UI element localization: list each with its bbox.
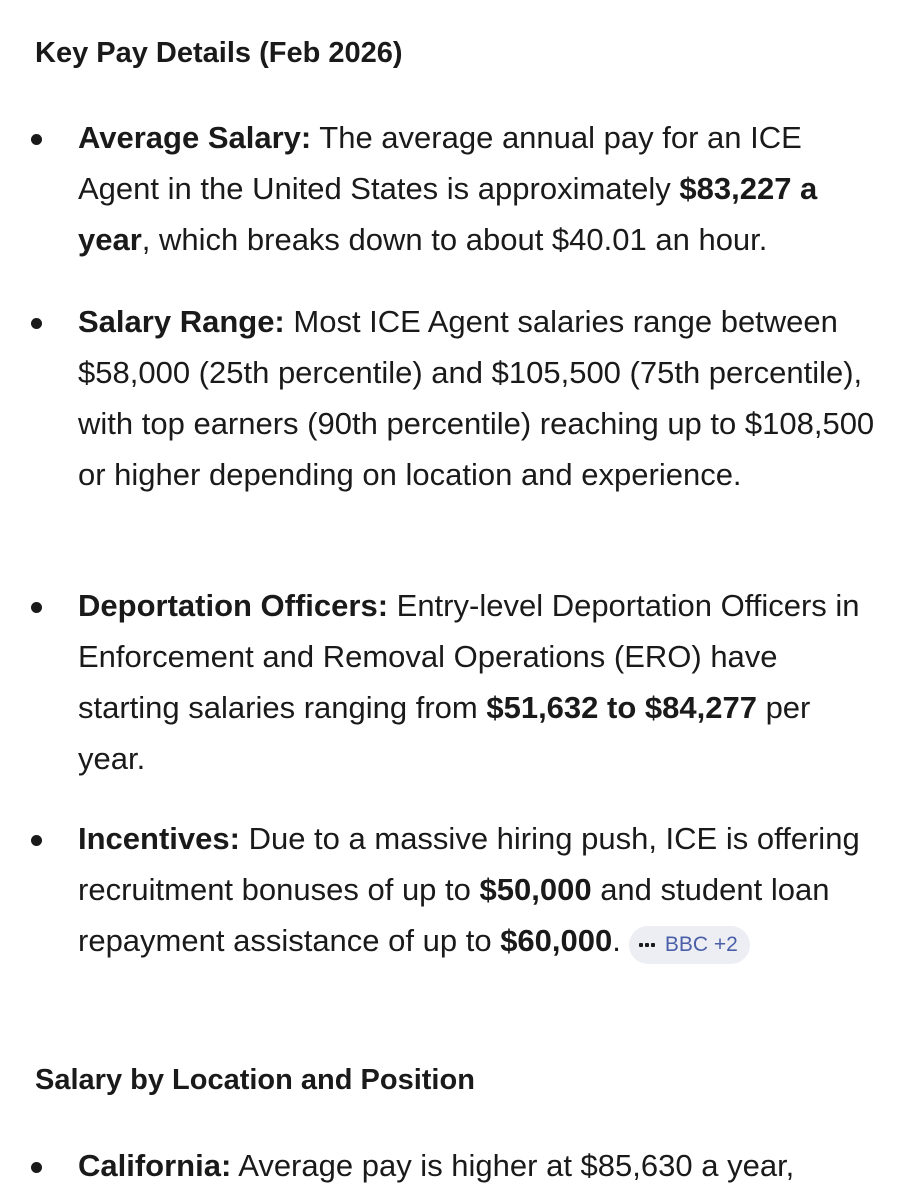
item-text: Average pay is higher at $85,630 a year, — [231, 1148, 795, 1183]
source-citation-chip[interactable] — [629, 926, 750, 964]
item-bold-value: $60,000 — [500, 923, 613, 958]
item-text: , which breaks down to about $40.01 an hour. — [141, 222, 768, 257]
item-text: The average annual pay for an ICE Agent in the United States is approximately — [78, 120, 802, 206]
bullet-icon — [31, 134, 42, 145]
list-item-california — [78, 1140, 878, 1191]
item-label: Deportation Officers: — [78, 588, 389, 623]
item-bold-value: $51,632 to $84,277 — [486, 690, 757, 725]
item-bold-value: $50,000 — [479, 872, 592, 907]
list-item-salary-range — [78, 296, 878, 500]
list-item-deportation-officers — [78, 580, 878, 784]
dots-icon — [639, 943, 655, 947]
source-chip-label: BBC +2 — [664, 933, 738, 956]
item-text: and student loan repayment assistance of up to — [78, 872, 830, 958]
item-text: Entry-level Deportation Officers in Enforcement and Removal Operations (ERO) have starting salaries ranging from — [78, 588, 860, 725]
bullet-icon — [31, 1162, 42, 1173]
item-text: per year. — [78, 690, 811, 776]
section-title-location: Salary by Location and Position — [35, 1064, 475, 1096]
item-label: Salary Range: — [78, 304, 285, 339]
item-label: Incentives: — [78, 821, 240, 856]
item-text: Most ICE Agent salaries range between $58,000 (25th percentile) and $105,500 (75th percentile), with top earners (90th percentile) reaching up to $108,500 or higher depending on location and experience. — [78, 304, 875, 492]
bullet-icon — [31, 602, 42, 613]
item-bold-value: $83,227 a year — [78, 171, 818, 257]
section-title-key-pay: Key Pay Details (Feb 2026) — [35, 37, 403, 69]
item-label: California: — [78, 1148, 232, 1183]
bullet-icon — [31, 835, 42, 846]
list-item-incentives — [78, 813, 878, 966]
list-item-average-salary — [78, 112, 878, 265]
item-text: . — [612, 923, 621, 958]
item-label: Average Salary: — [78, 120, 312, 155]
item-text: Due to a massive hiring push, ICE is offering recruitment bonuses of up to — [78, 821, 860, 907]
bullet-icon — [31, 318, 42, 329]
